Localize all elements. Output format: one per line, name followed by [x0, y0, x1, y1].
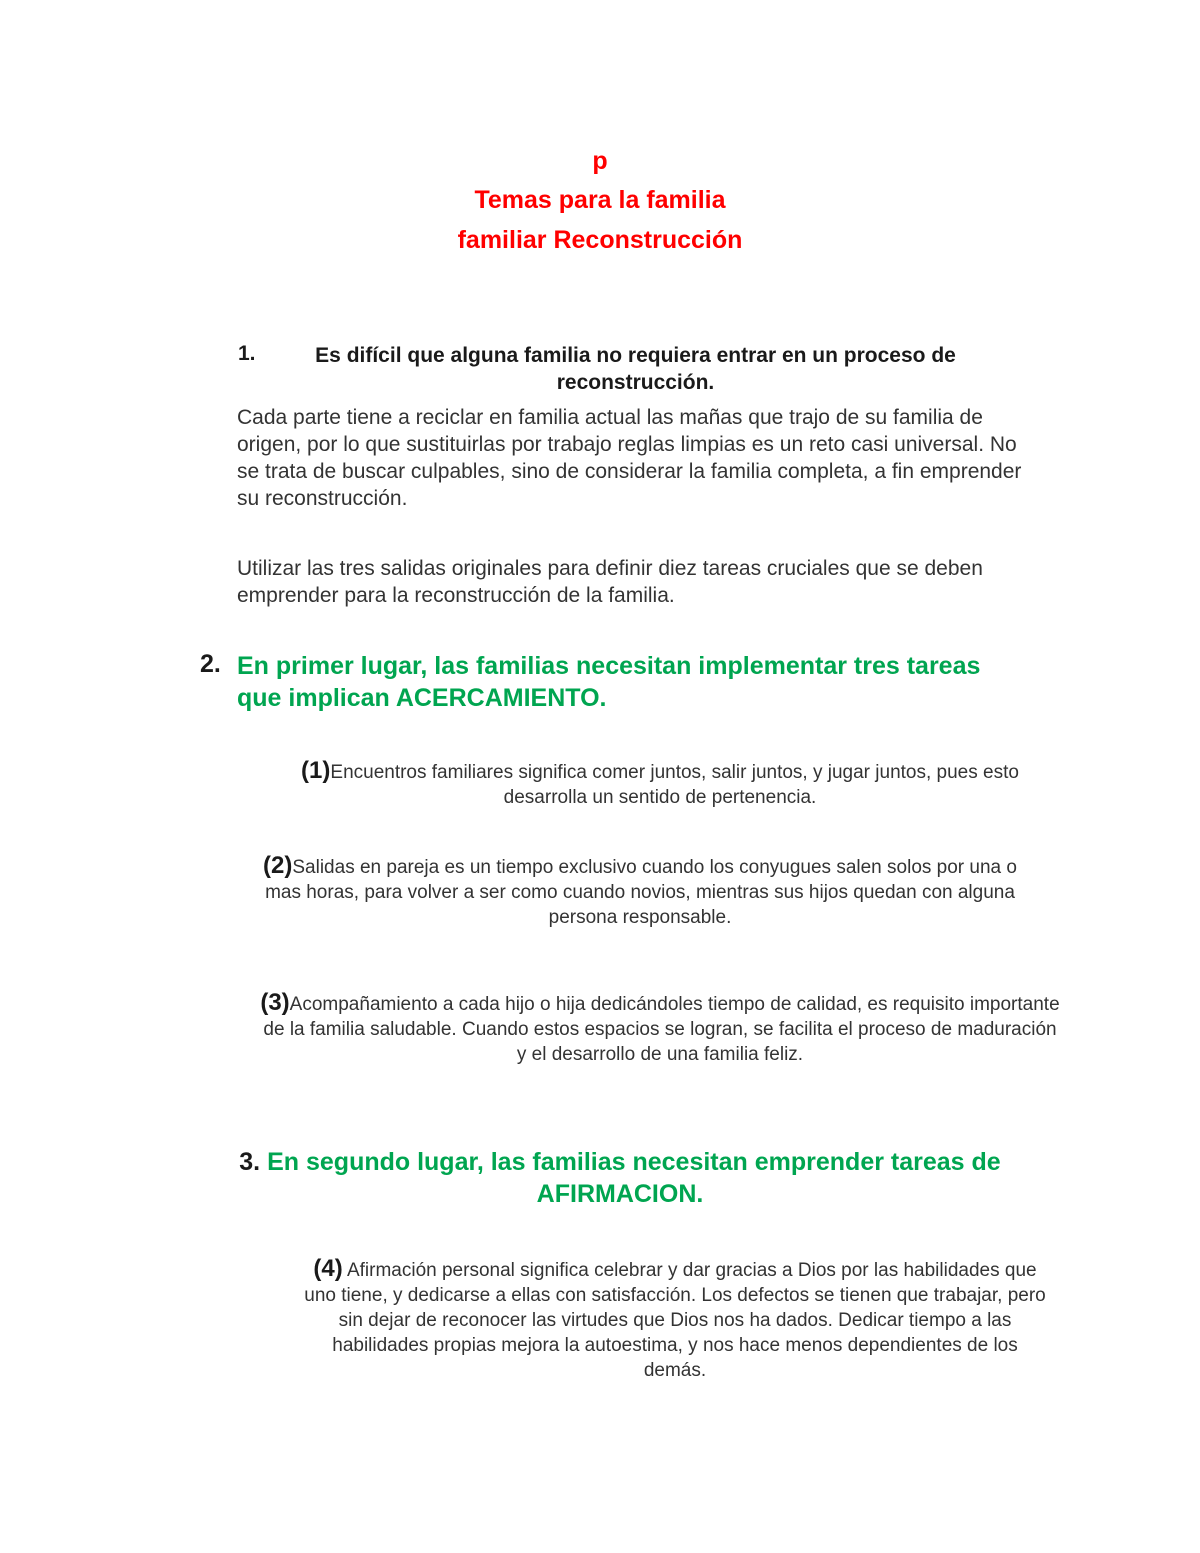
section-1-paragraph-2: Utilizar las tres salidas originales para definir diez tareas cruciales que se deben emprender para la reconstrucción de la familia.: [237, 557, 983, 607]
section-1-number: 1.: [238, 342, 256, 365]
task-item-4-text: Afirmación personal significa celebrar y dar gracias a Dios por las habilidades que uno tiene, y dedicarse a ellas con satisfacción. Los defectos se tienen que trabajar, pero sin dejar de reconocer las virtudes que Dios nos ha dados. Dedicar tiempo a las habilidades propias mejora la autoestima, y nos hace menos dependientes de los demás.: [304, 1260, 1046, 1381]
task-item-4-number: (4): [313, 1255, 343, 1282]
task-item-1-number: (1): [301, 757, 331, 784]
section-3-heading: En segundo lugar, las familias necesitan emprender tareas de AFIRMACION.: [267, 1148, 1001, 1208]
document-subtitle: familiar Reconstrucción: [457, 226, 743, 254]
section-3-number: 3.: [239, 1148, 261, 1176]
task-item-1: [260, 758, 1060, 810]
section-1-heading: Es difícil que alguna familia no requiera entrar en un proceso de reconstrucción.: [315, 344, 956, 394]
task-item-2-text: Salidas en pareja es un tiempo exclusivo cuando los conyugues salen solos por una o mas horas, para volver a ser como cuando novios, mientras sus hijos quedan con alguna persona responsable.: [265, 857, 1017, 928]
task-item-1-text: Encuentros familiares significa comer juntos, salir juntos, y jugar juntos, pues esto desarrolla un sentido de pertenencia.: [330, 762, 1019, 808]
task-item-3-text: Acompañamiento a cada hijo o hija dedicándoles tiempo de calidad, es requisito importante de la familia saludable. Cuando estos espacios se logran, se facilita el proceso de maduración y el desarrollo de una familia feliz.: [263, 994, 1060, 1065]
section-2-number: 2.: [200, 650, 221, 678]
task-item-3-number: (3): [260, 989, 290, 1016]
task-item-3: [260, 990, 1060, 1067]
task-item-2: [260, 853, 1020, 930]
task-item-2-number: (2): [263, 852, 293, 879]
document-title-letter: p: [592, 147, 608, 175]
section-2-heading: En primer lugar, las familias necesitan implementar tres tareas que implican ACERCAMIENTO.: [237, 652, 981, 712]
task-item-4: [300, 1256, 1050, 1383]
section-3-header: [200, 1146, 1040, 1210]
section-1-paragraph-1: Cada parte tiene a reciclar en familia actual las mañas que trajo de su familia de origen, por lo que sustituirlas por trabajo reglas limpias es un reto casi universal. No se trata de buscar culpables, sino de considerar la familia completa, a fin emprender su reconstrucción.: [237, 406, 1022, 510]
document-title: Temas para la familia: [474, 186, 726, 214]
